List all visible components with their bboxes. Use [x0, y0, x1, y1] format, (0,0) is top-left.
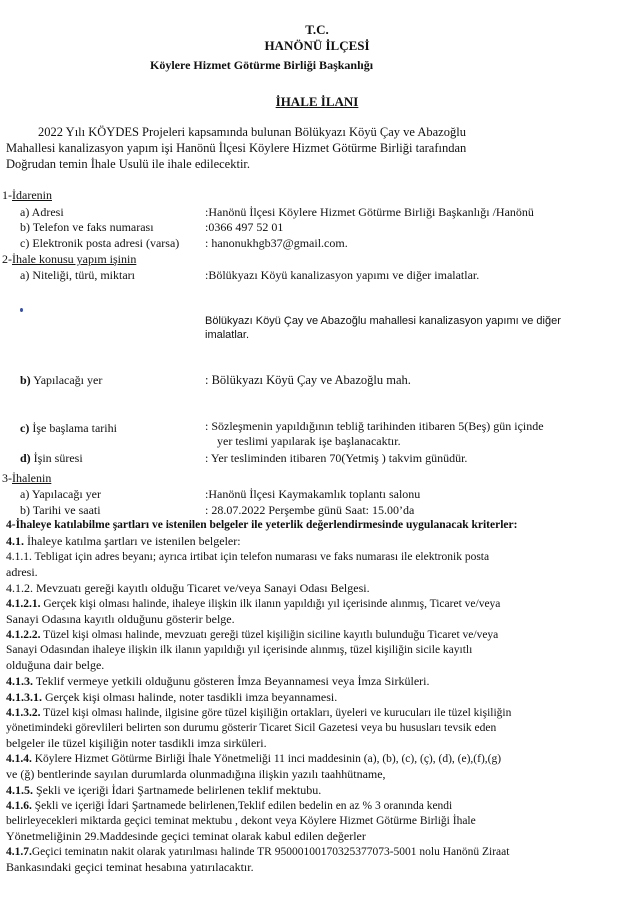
para-4-1-7-text: Geçici teminatın nakit olarak yatırılması halinde TR 950001001703253770​73-5001 nolu Hanönü Ziraat — [31, 846, 510, 858]
sec1-phone-value: :0366 497 52 01 — [205, 220, 284, 234]
sec2-start-value-line-1: : Sözleşmenin yapıldığının tebliğ tarihinden itibaren 5(Beş) gün içinde — [205, 419, 544, 433]
para-4-1-2-1-text: Gerçek kişi olması halinde, ihaleye ilişkin ilk ilanın yapıldığı yıl içerisinde alınmış, Ticaret ve/veya — [40, 598, 501, 610]
sec2-description-line-2: imalatlar. — [205, 329, 250, 341]
ink-dot — [20, 308, 23, 312]
sec2-duration-label — [20, 451, 83, 465]
sec3-date-value: : 28.07.2022 Perşembe günü Saat: 15.00’da — [205, 503, 415, 517]
sec3-place-value: :Hanönü İlçesi Kaymakamlık toplantı salonu — [205, 487, 421, 501]
sec2-duration-value: : Yer tesliminden itibaren 70(Yetmiş ) takvim günüdür. — [205, 451, 468, 465]
sec2-start-label-text: İşe başlama tarihi — [32, 421, 117, 435]
para-4-1-3-2-number: 4.1.3.2. — [6, 707, 41, 719]
intro-line-2: Mahallesi kanalizasyon yapım işi Hanönü İlçesi Köylere Hizmet Götürme Birliği tarafından — [6, 141, 467, 155]
sec2-start-label — [20, 421, 117, 435]
section-1-heading — [2, 188, 52, 202]
para-4-1-text: İhaleye katılma şartları ve istenilen belgeler: — [24, 534, 241, 548]
para-4-1-4-line-2: ve (ğ) bentlerinde sayılan durumlarda olunmadığına ilişkin yazılı taahhütname, — [6, 767, 386, 781]
section-3-heading — [2, 471, 51, 485]
sec1-address-value: :Hanönü İlçesi Köylere Hizmet Götürme Birliği Başkanlığı /Hanönü — [205, 205, 534, 219]
para-4-1-6-line-2: belirleyecekleri miktarda geçici teminat mektubu , dekont veya Köylere Hizmet Götürme Birliği İhale — [6, 815, 476, 827]
sec2-location-value: : Bölükyazı Köyü Çay ve Abazoğlu mah. — [205, 373, 411, 387]
para-4-1-3-text: Teklif vermeye yetkili olduğunu gösteren İmza Beyannamesi veya İmza Sirküleri. — [33, 674, 430, 688]
para-4-1-2: 4.1.2. Mevzuatı gereği kayıtlı olduğu Ticaret ve/veya Sanayi Odası Belgesi. — [6, 581, 370, 595]
page-title: İHALE İLANI — [275, 94, 359, 109]
sec2-duration-prefix: d) — [20, 451, 31, 465]
para-4-1-3-2-line-2: yönetimindeki görevlileri belirten son durumu gösterir Ticaret Sicil Gazetesi veya bu hususları tevsik eden — [6, 722, 497, 734]
para-4-1-3-1-number: 4.1.3.1. — [6, 690, 42, 704]
sec1-phone-label: b) Telefon ve faks numarası — [20, 220, 154, 234]
section-1-title: İdarenin — [12, 188, 52, 202]
sec2-start-prefix: c) — [20, 421, 30, 435]
header-district: HANÖNÜ İLÇESİ — [264, 38, 370, 53]
para-4-1-4-text: Köylere Hizmet Götürme Birliği İhale Yönetmeliği 11 inci maddesinin (a), (b), (c), (ç), (d), (e),(f),(g) — [31, 753, 502, 765]
para-4-1-2-1-line-1 — [6, 597, 500, 611]
para-4-1-2-2-text: Tüzel kişi olması halinde, mevzuatı gereği tüzel kişiliğin siciline kayıtlı bulunduğu Ticaret ve/veya — [40, 629, 499, 641]
sec3-date-label: b) Tarihi ve saati — [20, 503, 101, 517]
para-4-1-4-number: 4.1.4. — [6, 753, 32, 765]
para-4-1-5 — [6, 783, 321, 797]
sec2-location-label-text: Yapılacağı yer — [33, 373, 103, 387]
para-4-1-7-line-1 — [6, 845, 509, 859]
sec2-nature-value: :Bölükyazı Köyü kanalizasyon yapımı ve diğer imalatlar. — [205, 268, 480, 282]
sec2-location-prefix: b) — [20, 373, 31, 387]
para-4-1-6-line-3: Yönetmeliğinin 29.Maddesinde geçici teminat olarak kabul edilen değerler — [6, 829, 366, 843]
sec3-place-label: a) Yapılacağı yer — [20, 487, 101, 501]
intro-line-3: Doğrudan temin İhale Usulü ile ihale edilecektir. — [6, 157, 251, 171]
para-4-1-3-1 — [6, 690, 337, 704]
sec2-start-value-line-2: yer teslimi yapılarak işe başlanacaktır. — [217, 434, 401, 448]
sec2-nature-label: a) Niteliği, türü, miktarı — [20, 268, 135, 282]
sec2-location-label — [20, 373, 102, 387]
para-4-1-3-2-line-3: belgeler ile tüzel kişiliğin noter tasdikli imza sirküleri. — [6, 736, 267, 750]
para-4-1-2-2-line-3: olduğuna dair belge. — [6, 658, 105, 672]
para-4-1-3-1-text: Gerçek kişi olması halinde, noter tasdikli imza beyannamesi. — [42, 690, 338, 704]
para-4-1-1-line-1: 4.1.1. Tebligat için adres beyanı; ayrıca irtibat için telefon numarası ve faks numarası ile elektronik posta — [6, 551, 490, 563]
para-4-1-2-1-number: 4.1.2.1. — [6, 598, 41, 610]
para-4-1-5-number: 4.1.5. — [6, 783, 33, 797]
para-4-1-number: 4.1. — [6, 534, 24, 548]
sec1-email-value: : hanonukhgb37@gmail.com. — [205, 236, 348, 250]
para-4-1-3 — [6, 674, 429, 688]
para-4-1-2-2-number: 4.1.2.2. — [6, 629, 41, 641]
sec1-address-label: a) Adresi — [20, 205, 64, 219]
section-2-title: İhale konusu yapım işinin — [12, 252, 137, 266]
para-4-1-7-line-2: Bankasındaki geçici teminat hesabına yatırılacaktır. — [6, 860, 254, 874]
para-4-1-3-2-line-1 — [6, 706, 511, 720]
para-4-1-5-text: Şekli ve içeriği İdari Şartnamede belirlenen teklif mektubu. — [33, 783, 322, 797]
para-4-1-6-number: 4.1.6. — [6, 800, 32, 812]
para-4-1-3-2-text: Tüzel kişi olması halinde, ilgisine göre tüzel kişiliğin ortakları, üyeleri ve kurucuları ile tüzel kişiliğin — [40, 707, 512, 719]
para-4-1-1-line-2: adresi. — [6, 565, 38, 579]
sec2-description-line-1: Bölükyazı Köyü Çay ve Abazoğlu mahallesi kanalizasyon yapımı ve diğer — [205, 315, 561, 327]
section-3-title: İhalenin — [12, 471, 52, 485]
para-4-1-7-number: 4.1.7. — [6, 846, 32, 858]
sec1-email-label: c) Elektronik posta adresi (varsa) — [20, 236, 180, 250]
para-4-1-6-line-1 — [6, 799, 452, 813]
para-4-1-2-2-line-2: Sanayi Odasından ihaleye ilişkin ilk ilanın yapıldığı yıl içerisinde alınmış, tüzel kişiliğin sicile kayıtlı — [6, 644, 473, 656]
sec2-duration-label-text: İşin süresi — [33, 451, 83, 465]
section-3-number: 3- — [2, 471, 12, 485]
section-2-heading — [2, 252, 136, 266]
para-4-1-2-1-line-2: Sanayi Odasına kayıtlı olduğunu gösterir belge. — [6, 612, 235, 626]
header-tc: T.C. — [305, 22, 329, 37]
section-4-heading: 4-İhaleye katılabilme şartları ve istenilen belgeler ile yeterlik değerlendirmesinde uygulanacak kriterler: — [6, 519, 518, 531]
para-4-1-4-line-1 — [6, 752, 501, 766]
para-4-1-2-2-line-1 — [6, 628, 498, 642]
section-2-number: 2- — [2, 252, 12, 266]
para-4-1 — [6, 534, 241, 548]
section-1-number: 1- — [2, 188, 12, 202]
header-institution: Köylere Hizmet Götürme Birliği Başkanlığı — [150, 58, 374, 72]
para-4-1-3-number: 4.1.3. — [6, 674, 33, 688]
intro-line-1: 2022 Yılı KÖYDES Projeleri kapsamında bulunan Bölükyazı Köyü Çay ve Abazoğlu — [38, 125, 466, 139]
para-4-1-6-text: Şekli ve içeriği İdari Şartnamede belirlenen,Teklif edilen bedelin en az % 3 oranında kendi — [31, 800, 453, 812]
